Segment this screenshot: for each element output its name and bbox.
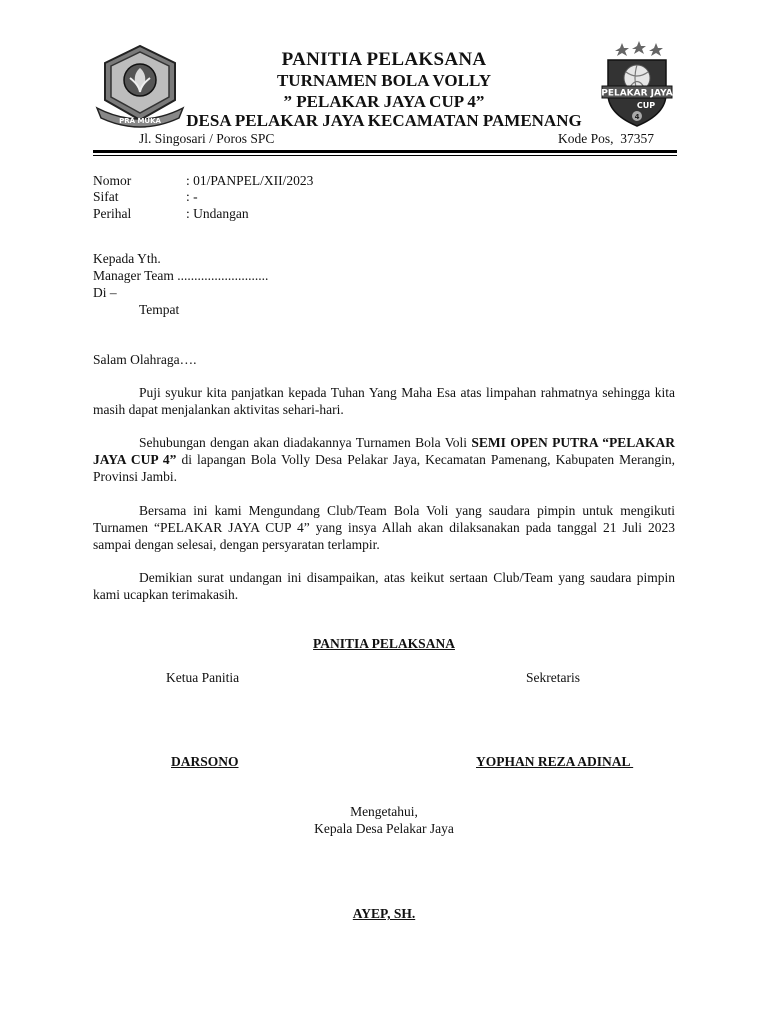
chair-name: DARSONO [171,754,239,769]
letterhead-rule-thin [93,155,677,156]
letterhead-address: Jl. Singosari / Poros SPC [139,131,275,146]
letterhead-village: DESA PELAKAR JAYA KECAMATAN PAMENANG [186,111,582,130]
meta-nomor-label: Nomor [93,173,132,188]
recipient-line2: Manager Team ........................... [93,268,269,283]
letterhead-tournament: TURNAMEN BOLA VOLLY [276,71,492,90]
greeting: Salam Olahraga…. [93,352,197,367]
recipient-line3: Di – [93,285,117,300]
letterhead-rule-thick [93,150,677,153]
paragraph-1: Puji syukur kita panjatkan kepada Tuhan Yang Maha Esa atas limpahan rahmatnya sehingga kita masih dapat menjalankan aktivitas sehari-hari. [93,385,675,417]
letterhead-committee: PANITIA PELAKSANA [281,49,487,70]
chair-title: Ketua Panitia [166,670,240,685]
paragraph-4: Demikian surat undangan ini disampaikan, atas keikut sertaan Club/Team yang saudara pimpin kami ucapkan terimakasih. [93,570,675,602]
letterhead-cup-name: ” PELAKAR JAYA CUP 4” [283,92,485,111]
meta-perihal [93,205,249,222]
paragraph-2-intro: Sehubungan dengan akan diadakannya Turnamen Bola Voli [139,435,472,450]
meta-nomor-value: : 01/PANPEL/XII/2023 [186,173,314,188]
paragraph-2-rest: di lapangan Bola Volly Desa Pelakar Jaya, Kecamatan Pamenang, Kabupaten Merangin, Provinsi Jambi. [93,452,675,484]
secretary-name: YOPHAN REZA ADINAL [476,754,634,769]
meta-perihal-label: Perihal [93,206,132,221]
paragraph-2-event: SEMI OPEN PUTRA “PELAKAR JAYA CUP 4” [93,435,675,467]
meta-perihal-value: : Undangan [186,206,249,221]
meta-sifat-label: Sifat [93,189,119,204]
cup-number-logo-text: 4 [634,113,640,121]
meta-sifat [93,188,198,205]
village-head-name: AYEP, SH. [352,906,416,921]
secretary-title: Sekretaris [526,670,580,685]
pelakar-jaya-logo-text: PELAKAR JAYA [601,88,673,99]
cup-logo-text: CUP [636,101,656,110]
meta-nomor [93,172,313,189]
village-head-title: Kepala Desa Pelakar Jaya [314,821,454,836]
meta-sifat-value: : - [186,189,198,204]
paragraph-2 [93,434,675,485]
recipient-line1: Kepada Yth. [93,251,161,266]
letterhead-postcode: Kode Pos, 37357 [558,131,655,146]
acknowledge-label: Mengetahui, [350,804,418,819]
recipient-line4: Tempat [139,302,180,317]
committee-heading: PANITIA PELAKSANA [313,636,455,651]
paragraph-3: Bersama ini kami Mengundang Club/Team Bola Voli yang saudara pimpin untuk mengikuti Turnamen “PELAKAR JAYA CUP 4” yang insya Allah akan dilaksanakan pada tanggal 21 Juli 2023 sampai dengan selesai, dengan persyaratan terlampir. [93,503,675,552]
pramuka-logo-text: PRA MUKA [119,117,161,125]
